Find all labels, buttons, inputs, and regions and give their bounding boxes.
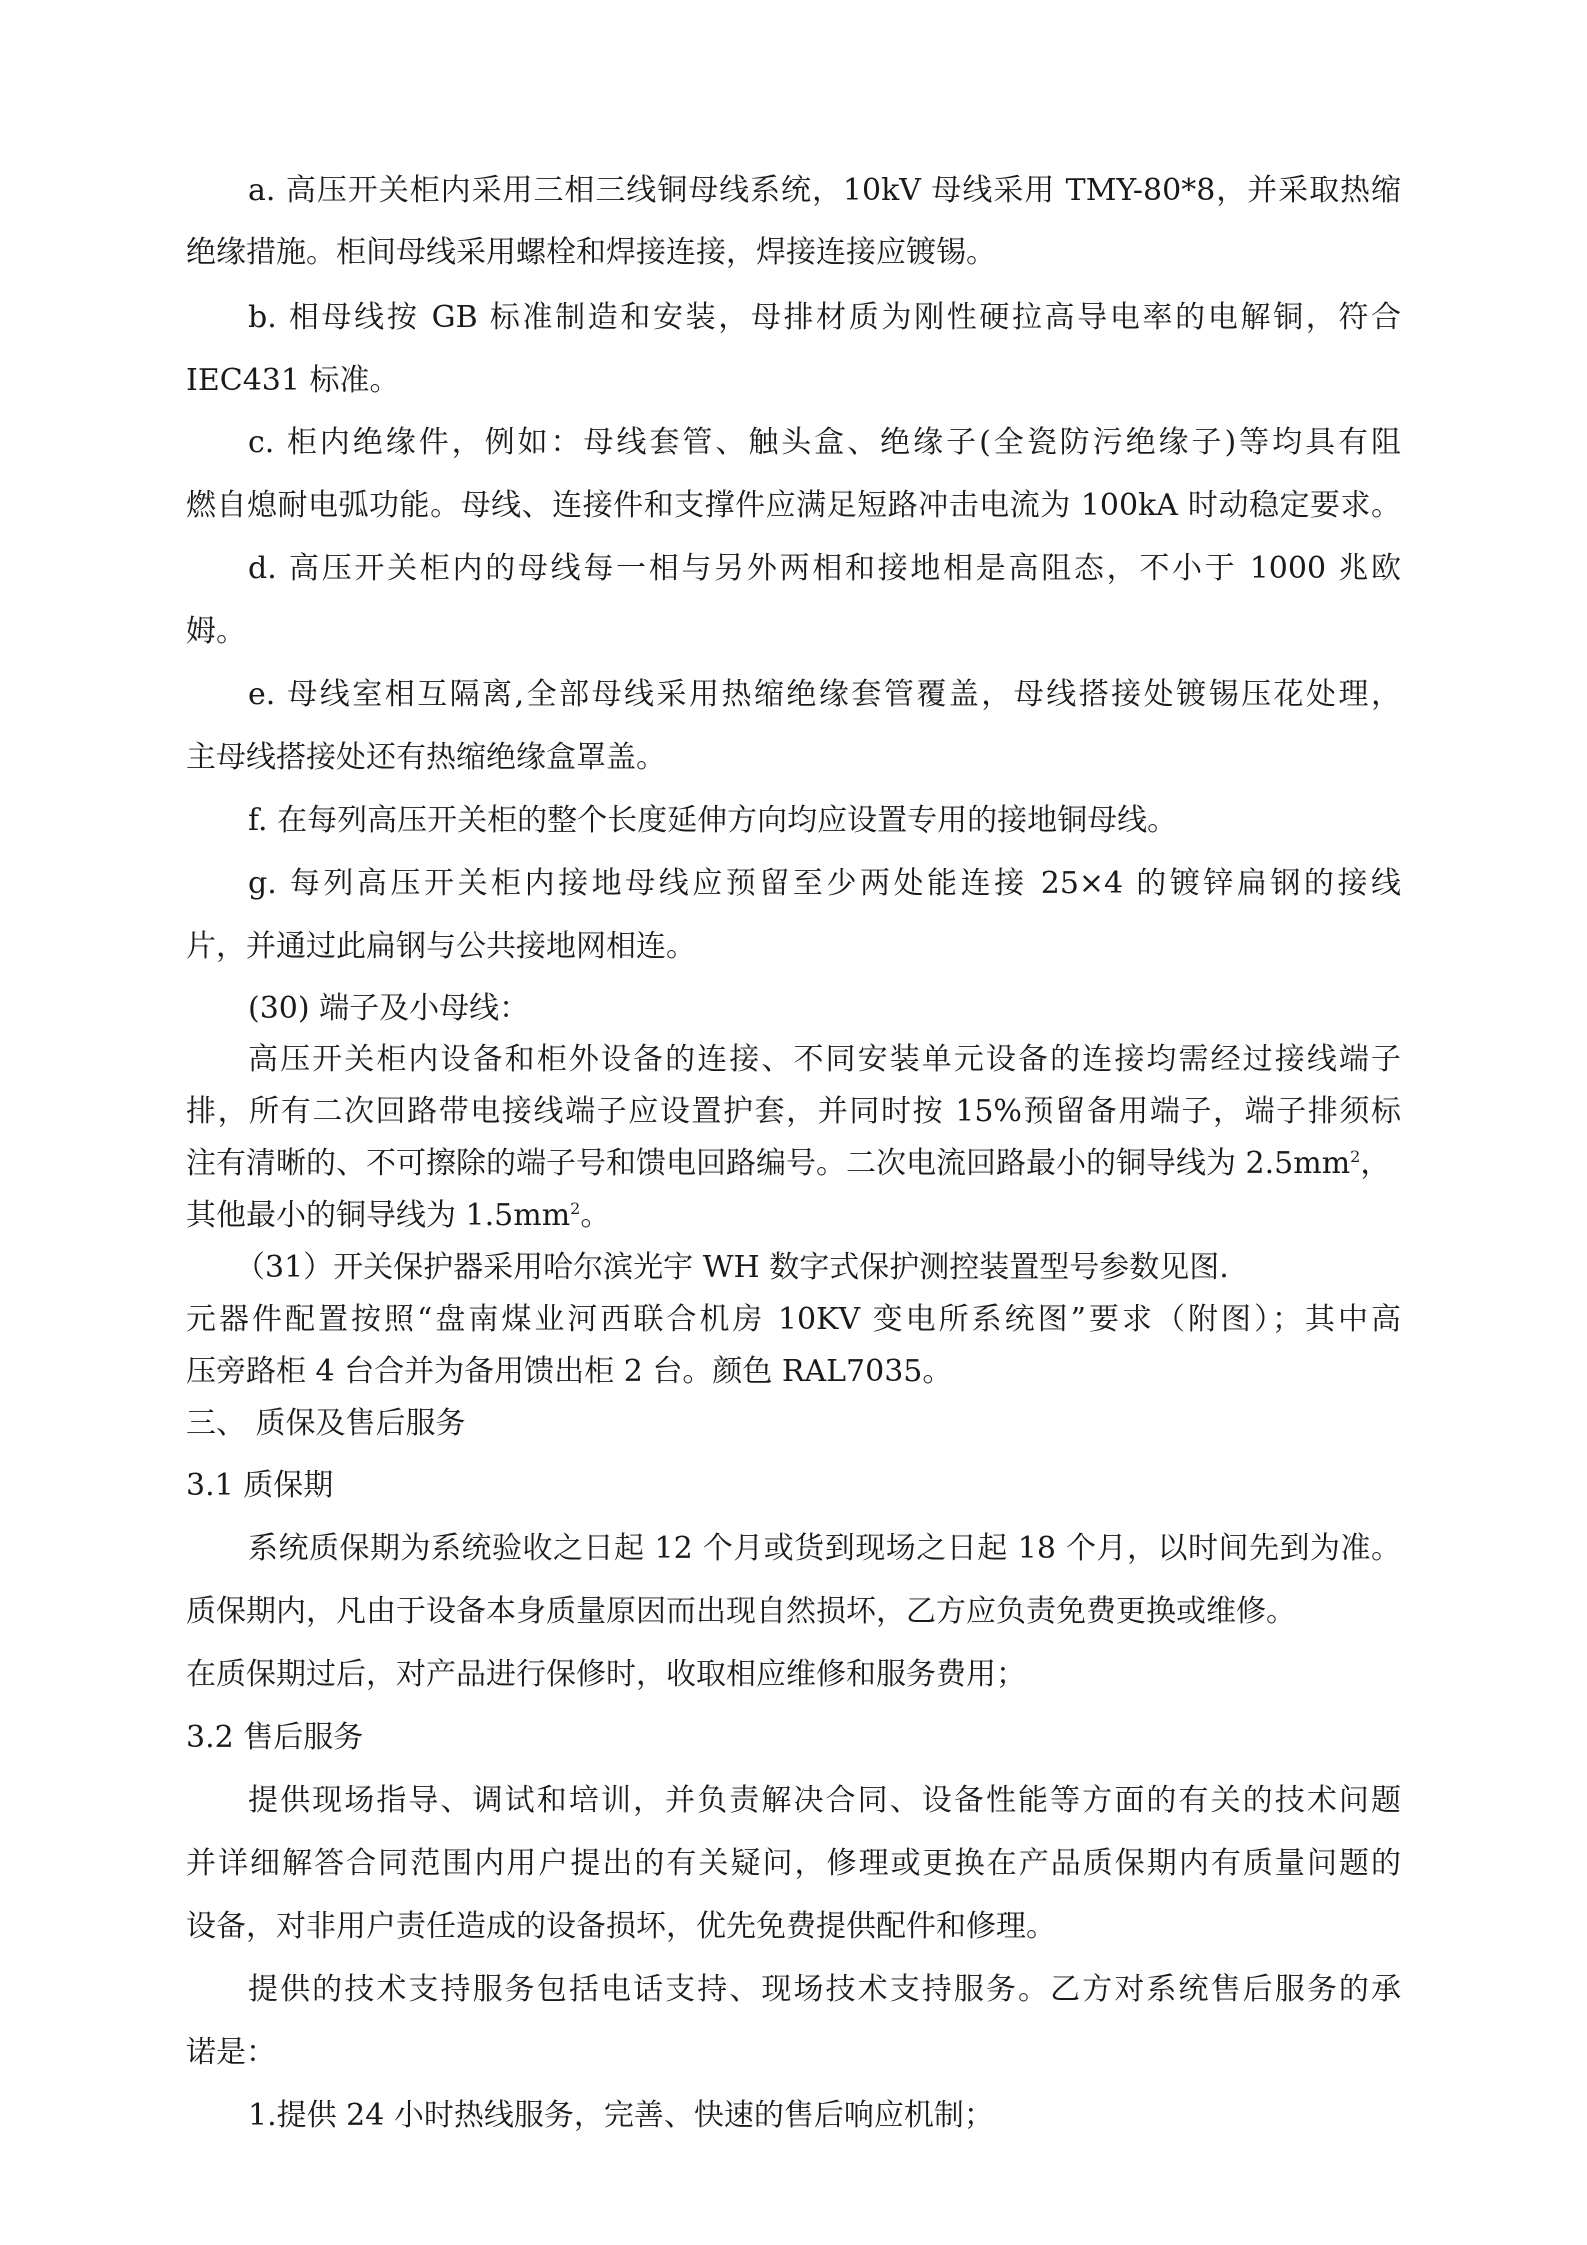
service-para-line1: 提供现场指导、调试和培训，并负责解决合同、设备性能等方面的有关的技术问题	[248, 1783, 1401, 1818]
para-d-line2: 姆。	[186, 614, 246, 649]
para-g-line1: g. 每列高压开关柜内接地母线应预留至少两处能连接 25×4 的镀锌扁钢的接线	[248, 866, 1401, 901]
section-3-1-heading: 3.1 质保期	[186, 1468, 334, 1503]
warranty-para-line2: 质保期内，凡由于设备本身质量原因而出现自然损坏，乙方应负责免费更换或维修。	[186, 1594, 1296, 1629]
section-3-heading: 三、 质保及售后服务	[186, 1406, 466, 1441]
terminal-para-line4	[186, 1196, 610, 1236]
terminal-line3-punct: ，	[1360, 1146, 1391, 1181]
para-e-line2: 主母线搭接处还有热缩绝缘盒罩盖。	[186, 740, 666, 775]
warranty-para-line3: 在质保期过后，对产品进行保修时，收取相应维修和服务费用；	[186, 1657, 1026, 1692]
service-para-line2: 并详细解答合同范围内用户提出的有关疑问，修理或更换在产品质保期内有质量问题的	[186, 1846, 1401, 1881]
section-30-heading: (30) 端子及小母线：	[248, 991, 530, 1026]
section-3-2-heading: 3.2 售后服务	[186, 1720, 364, 1755]
para-g-line2: 片，并通过此扁钢与公共接地网相连。	[186, 929, 696, 964]
terminal-para-line1: 高压开关柜内设备和柜外设备的连接、不同安装单元设备的连接均需经过接线端子	[248, 1042, 1401, 1077]
terminal-para-line3	[186, 1144, 1390, 1184]
support-para-line2: 诺是：	[186, 2035, 276, 2070]
para-c-line1: c. 柜内绝缘件，例如：母线套管、触头盒、绝缘子(全瓷防污绝缘子)等均具有阻	[248, 425, 1401, 460]
superscript-2: 2	[570, 1199, 581, 1218]
para-b-line2: IEC431 标准。	[186, 363, 400, 398]
terminal-line4-text: 其他最小的铜导线为 1.5mm	[186, 1198, 571, 1233]
para-e-line1: e. 母线室相互隔离,全部母线采用热缩绝缘套管覆盖，母线搭接处镀锡压花处理，	[248, 677, 1401, 712]
list-item-1: 1.提供 24 小时热线服务，完善、快速的售后响应机制；	[248, 2098, 994, 2133]
para-d-line1: d. 高压开关柜内的母线每一相与另外两相和接地相是高阻态，不小于 1000 兆欧	[248, 551, 1401, 586]
para-b-line1: b. 相母线按 GB 标准制造和安装，母排材质为刚性硬拉高导电率的电解铜，符合	[248, 300, 1401, 335]
para-f-line1: f. 在每列高压开关柜的整个长度延伸方向均应设置专用的接地铜母线。	[248, 803, 1178, 838]
terminal-line3-text: 注有清晰的、不可擦除的端子号和馈电回路编号。二次电流回路最小的铜导线为 2.5mm	[186, 1146, 1351, 1181]
superscript-2: 2	[1350, 1147, 1361, 1166]
terminal-line4-punct: 。	[580, 1198, 611, 1233]
support-para-line1: 提供的技术支持服务包括电话支持、现场技术支持服务。乙方对系统售后服务的承	[248, 1972, 1401, 2007]
section-31-line: （31）开关保护器采用哈尔滨光宇 WH 数字式保护测控装置型号参数见图.	[235, 1250, 1229, 1285]
service-para-line3: 设备，对非用户责任造成的设备损坏，优先免费提供配件和修理。	[186, 1909, 1056, 1944]
warranty-para-line1: 系统质保期为系统验收之日起 12 个月或货到现场之日起 18 个月，以时间先到为准。	[248, 1531, 1401, 1566]
terminal-para-line2: 排，所有二次回路带电接线端子应设置护套，并同时按 15%预留备用端子，端子排须标	[186, 1094, 1401, 1129]
components-para-line2: 压旁路柜 4 台合并为备用馈出柜 2 台。颜色 RAL7035。	[186, 1354, 953, 1389]
components-para-line1: 元器件配置按照“盘南煤业河西联合机房 10KV 变电所系统图”要求（附图）；其中高	[186, 1302, 1401, 1337]
para-a-line1: a. 高压开关柜内采用三相三线铜母线系统，10kV 母线采用 TMY-80*8，并采取热缩	[248, 173, 1401, 208]
para-a-line2: 绝缘措施。柜间母线采用螺栓和焊接连接，焊接连接应镀锡。	[186, 235, 996, 270]
para-c-line2: 燃自熄耐电弧功能。母线、连接件和支撑件应满足短路冲击电流为 100kA 时动稳定要求。	[186, 488, 1401, 523]
